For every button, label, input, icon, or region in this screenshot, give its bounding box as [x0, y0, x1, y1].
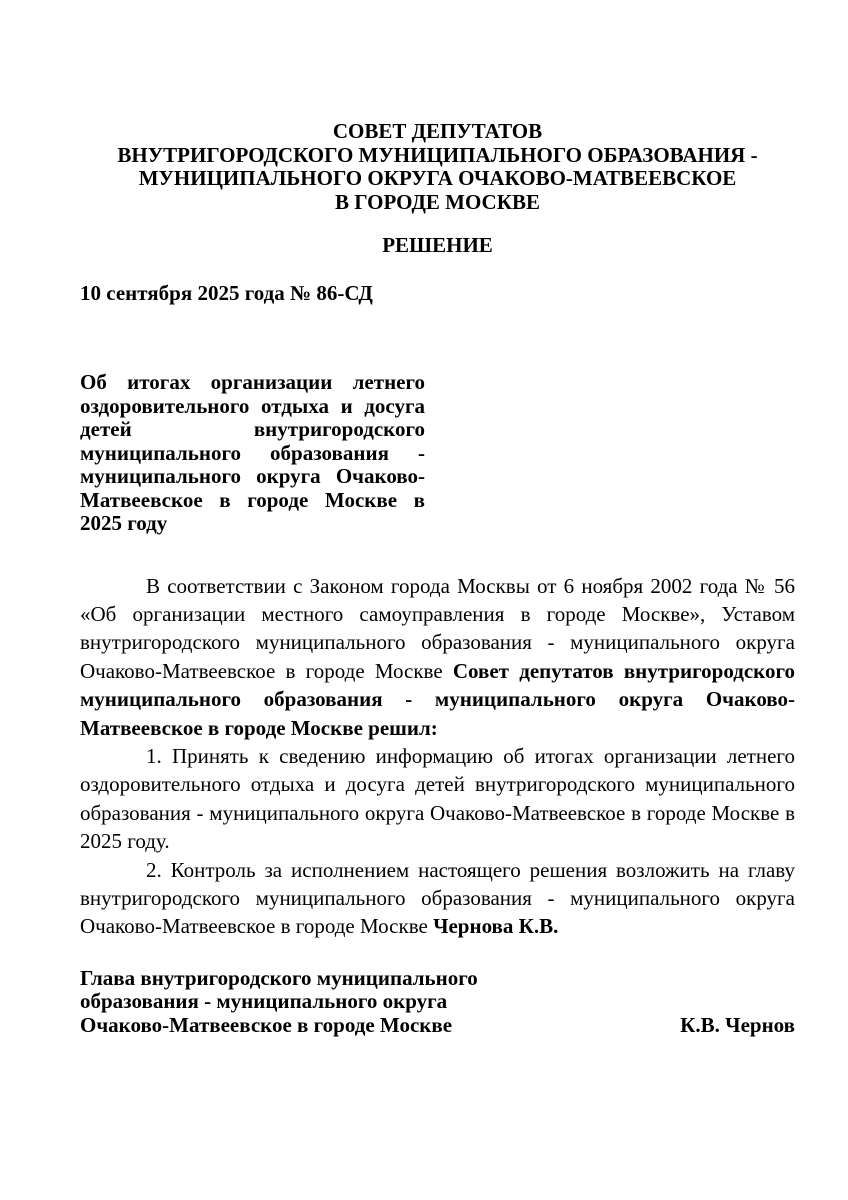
signature-position-line: образования - муниципального округа [80, 989, 448, 1014]
preamble-resolution-clause: Совет депутатов внутригородского муниципального образования - муниципального округа Очаково-Матвеевское в городе Москве решил: [80, 658, 795, 740]
org-header [80, 120, 795, 214]
item-2-responsible-name: Чернова К.В. [433, 914, 559, 939]
paragraph-item-1: 1. Принять к сведению информацию об итогах организации летнего оздоровительного отдыха и досуга детей внутригородского муниципального образования - муниципального округа Очаково-Матвеевское в городе Москве в 2025 году. [80, 743, 795, 854]
signature-position [80, 967, 478, 1038]
paragraph-item-2 [80, 856, 795, 941]
paragraph-preamble [80, 572, 795, 742]
item-2-regular-text: 2. Контроль за исполнением настоящего решения возложить на главу внутригородского муниципального образования - муниципального округа Очаково-Матвеевское в городе Москве [80, 857, 795, 939]
org-header-line: ВНУТРИГОРОДСКОГО МУНИЦИПАЛЬНОГО ОБРАЗОВАНИЯ - [117, 142, 758, 167]
signature-position-line: Очаково-Матвеевское в городе Москве [80, 1012, 453, 1037]
subject-paragraph: Об итогах организации летнего оздоровительного отдыха и досуга детей внутригородского муниципального образования - муниципального округа Очаково-Матвеевское в городе Москве в 2025 году [80, 370, 425, 535]
document-body [80, 572, 795, 941]
signature-position-line: Глава внутригородского муниципального [80, 965, 478, 990]
org-header-line: МУНИЦИПАЛЬНОГО ОКРУГА ОЧАКОВО-МАТВЕЕВСКОЕ [138, 166, 737, 190]
org-header-line: СОВЕТ ДЕПУТАТОВ [332, 119, 543, 143]
document-type-title: РЕШЕНИЕ [382, 233, 493, 257]
org-header-line: В ГОРОДЕ МОСКВЕ [335, 189, 540, 214]
signature-block [80, 967, 795, 1038]
signature-name: К.В. Чернов [680, 1012, 795, 1037]
preamble-regular-text: В соответствии с Законом города Москвы от 6 ноября 2002 года № 56 «Об организации местного самоуправления в городе Москве», Уставом внутригородского муниципального образования - муниципального округа Очаково-Матвеевское в городе Москве [80, 573, 795, 683]
date-and-number-line: 10 сентября 2025 года № 86-СД [80, 281, 373, 305]
